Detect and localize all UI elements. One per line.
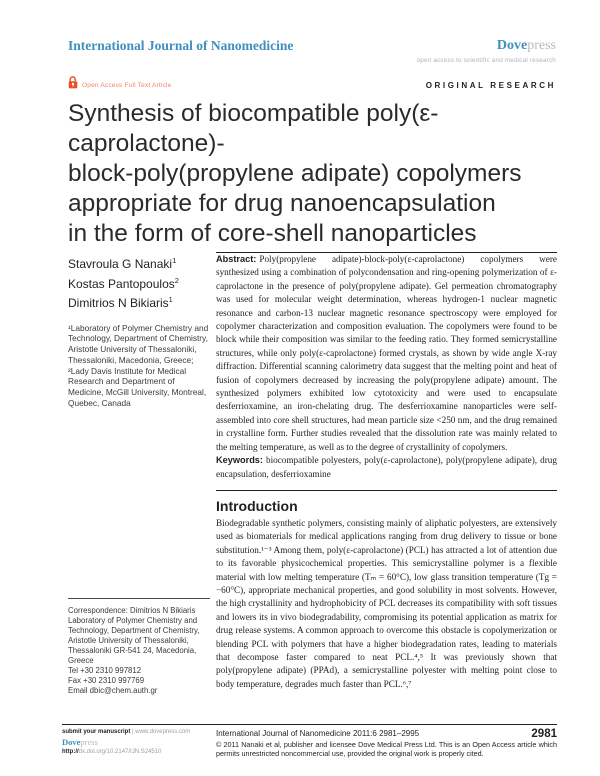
affiliations-text: ¹Laboratory of Polymer Chemistry and Technology, Department of Chemistry, Aristotle University of Thessaloniki, Thessaloniki, Macedonia, Greece; ²Lady Davis Institute for Medical Research and Department of Medicine, McGill University, Montreal, Quebec, Canada	[68, 322, 209, 409]
article-title-line: block-poly(propylene adipate) copolymers	[68, 160, 522, 187]
journal-title: International Journal of Nanomedicine	[68, 38, 294, 53]
correspondence-fax: Fax +30 2310 997769	[68, 676, 145, 685]
correspondence-tel: Tel +30 2310 997812	[68, 666, 142, 675]
author-name: Kostas Pantopoulos	[68, 276, 175, 291]
introduction-heading: Introduction	[216, 497, 298, 514]
dovepress-logo[interactable]	[497, 38, 556, 54]
copyright-text: © 2011 Nanaki et al, publisher and licensee Dove Medical Press Ltd. This is an Open Access article which permits unrestricted noncommercial use, provided the original work is properly cited.	[216, 740, 557, 759]
footer-dove: Dove	[62, 737, 81, 747]
keywords-paragraph	[216, 454, 557, 481]
article-title-line: in the form of core-shell nanoparticles	[68, 220, 477, 247]
author-item	[68, 292, 210, 312]
author-item	[68, 253, 210, 273]
article-title-line: appropriate for drug nanoencapsulation	[68, 190, 496, 217]
footer-dovepress-logo[interactable]	[62, 737, 216, 747]
doi-link[interactable]	[62, 749, 216, 755]
author-affiliation-ref: 2	[174, 275, 179, 285]
correspondence-address: Laboratory of Polymer Chemistry and Technology, Department of Chemistry, Aristotle University of Thessaloniki, Thessaloniki GR-541 24, Macedonia, Greece	[68, 616, 200, 665]
open-access-lock-icon	[68, 76, 78, 94]
footer-press: press	[80, 737, 98, 747]
author-list	[68, 253, 210, 312]
dovepress-url: | www.dovepress.com	[132, 729, 191, 735]
publisher-tagline: open access to scientific and medical research	[416, 57, 556, 64]
keywords-label: Keywords:	[216, 455, 263, 466]
submit-manuscript-link[interactable]	[62, 729, 216, 735]
author-name: Dimitrios N Bikiaris	[68, 296, 169, 310]
dovepress-logo-press: press	[527, 38, 556, 53]
citation-line: International Journal of Nanomedicine 2011:6 2981–2995	[216, 729, 420, 738]
doi-rest: dx.doi.org/10.2147/IJN.S24510	[78, 749, 162, 755]
abstract-label: Abstract:	[216, 254, 257, 264]
doi-prefix: http://	[62, 749, 79, 755]
abstract-paragraph	[216, 253, 557, 454]
introduction-paragraph: Biodegradable synthetic polymers, consisting mainly of aliphatic polyesters, are extensively used as biomaterials for medical applications ranging from drug delivery to tissue or bone substitution.¹⁻³ Among them, poly(ε-caprolactone) (PCL) has attracted a lot of attention due to its favorable physicochemical properties. This semicrystalline polymer is a flexible material with low melting temperature (Tₘ = 60°C), low glass transition temperature (Tg = −60°C), appropriate mechanical properties, and good solubility in most solvents. However, the high crystallinity and hydrophobicity of PCL decreases its compatibility with soft tissues and lowers its in vivo biodegradability, compromising its potential application as matrix for drug release systems. A common approach to overcome this obstacle is copolymerization or blending PCL with polymers that have a higher biodegradation rates, leading to materials that decompose faster compared to neat PCL.⁴,⁵ It was previously shown that poly(propylene adipate) (PPAd), a semicrystalline polyester with melting point close to body temperature, degrades much faster than PCL.⁶,⁷	[216, 517, 557, 689]
open-access-label: Open Access Full Text Article	[82, 81, 172, 89]
correspondence-email[interactable]: Email dbic@chem.auth.gr	[68, 686, 158, 695]
page-number: 2981	[531, 728, 557, 740]
submit-manuscript-label: submit your manuscript	[62, 729, 131, 735]
author-column	[68, 253, 210, 409]
page-footer	[62, 724, 557, 759]
author-affiliation-ref: 1	[172, 256, 177, 265]
main-column	[216, 252, 557, 691]
open-access-link[interactable]	[68, 76, 172, 94]
article-title	[68, 99, 558, 249]
open-access-row	[68, 76, 556, 94]
page-header	[68, 38, 556, 64]
keywords-text: biocompatible polyesters, poly(ε-caprolactone), poly(propylene adipate), drug encapsulation, desferrioxamine	[216, 455, 557, 479]
article-title-line: Synthesis of biocompatible poly(ε-caprolactone)-	[68, 100, 439, 157]
footer-left-block	[62, 729, 216, 759]
section-divider-rule	[216, 490, 557, 491]
author-name: Stavroula G Nanaki	[68, 257, 173, 271]
article-type-label: ORIGINAL RESEARCH	[425, 80, 556, 90]
author-affiliation-ref: 1	[168, 295, 173, 304]
dovepress-logo-dove: Dove	[496, 38, 528, 53]
correspondence-heading: Correspondence: Dimitrios N Bikiaris	[68, 606, 196, 615]
correspondence-block	[68, 598, 210, 696]
author-item	[68, 273, 210, 293]
abstract-text: Poly(propylene adipate)-block-poly(ε-caprolactone) copolymers were synthesized using a combination of polycondensation and ring-opening polymerization of ε-caprolactone in the presence of poly(propylene adipate). Gel permeation chromatography was used for molecular weight determination, whereas hydrogen-1 nuclear magnetic resonance and carbon-13 nuclear magnetic resonance spectroscopy were employed for copolymer characterization and composition evaluation. The copolymers were found to be block while their composition was similar to the feeding ratio. They formed semicrystalline structures, while only poly(ε-caprolactone) formed crystals, as shown by wide angle X-ray diffraction. Differential scanning calorimetry data suggest that the melting point and heat of fusion of copolymers decreased by increasing the poly(propylene adipate) amount. The synthesized polymers exhibited low cytotoxicity and were used to encapsulate desferrioxamine, an iron-chelating drug. The desferrioxamine nanoparticles were self-assembled into core shell structures, had mean particle size <250 nm, and the drug remained in crystalline form. Further studies revealed that the dissolution rate was mainly related to the melting temperature, as well as to the degree of crystallinity of copolymers.	[216, 254, 557, 452]
footer-right-block	[216, 729, 557, 759]
